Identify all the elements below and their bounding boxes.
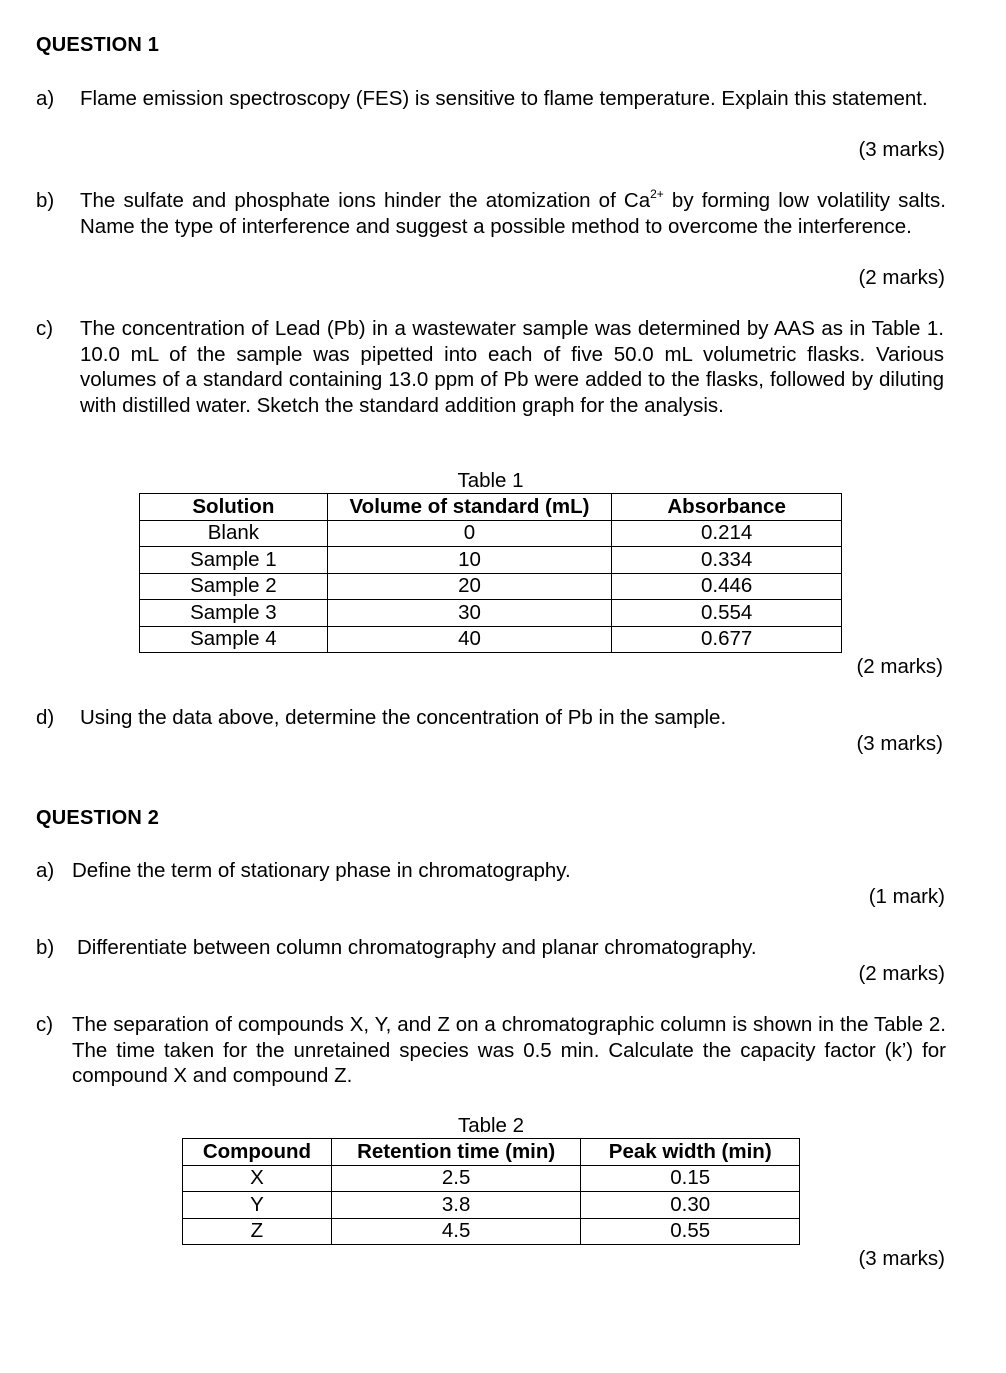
table-row — [140, 573, 842, 600]
q1-c-text: The concentration of Lead (Pb) in a wastewater sample was determined by AAS as in Table 1. 10.0 mL of the sample was pipetted into each of five 50.0 mL volumetric flasks. Various volumes of a standard containing 13.0 ppm of Pb were added to the flasks, followed by diluting with distilled water. Sketch the standard addition graph for the analysis. — [80, 317, 944, 417]
table-cell: 0.15 — [581, 1165, 800, 1192]
q1-d-label: d) — [36, 706, 55, 729]
table-cell: 3.8 — [331, 1192, 581, 1219]
question-1-title: QUESTION 1 — [36, 34, 160, 56]
q2-a-marks: (1 mark) — [868, 885, 945, 908]
table-cell: Y — [183, 1192, 332, 1219]
table-row — [140, 600, 842, 627]
table-1-caption: Table 1 — [457, 469, 524, 492]
table-cell: 0.30 — [581, 1192, 800, 1219]
table-1 — [139, 493, 842, 653]
question-2-title: QUESTION 2 — [36, 807, 160, 829]
table-cell: Sample 4 — [140, 626, 328, 653]
table-cell: X — [183, 1165, 332, 1192]
q2-a-text: Define the term of stationary phase in chromatography. — [72, 859, 571, 882]
table-2-header: Peak width (min) — [581, 1139, 800, 1166]
q2-b-label: b) — [36, 936, 55, 959]
table-1-header: Solution — [140, 494, 328, 521]
q1-b-text: The sulfate and phosphate ions hinder the atomization of $Ca^{2+}$ by forming low volatility salts. Name the type of interference and suggest a possible method to overcome the interference. — [80, 187, 946, 238]
q2-c-marks: (3 marks) — [858, 1247, 945, 1270]
table-row — [140, 547, 842, 574]
q1-c-label: c) — [36, 317, 54, 340]
table-cell: 0.446 — [612, 573, 842, 600]
table-1-header-row — [140, 494, 842, 521]
table-row — [140, 520, 842, 547]
q1-d-text: Using the data above, determine the concentration of Pb in the sample. — [80, 706, 727, 729]
table-1-header: Volume of standard (mL) — [327, 494, 612, 521]
q2-b-marks: (2 marks) — [858, 962, 945, 985]
table-2 — [182, 1138, 800, 1245]
table-cell: 0.214 — [612, 520, 842, 547]
q1-a-text: Flame emission spectroscopy (FES) is sensitive to flame temperature. Explain this statement. — [80, 87, 928, 110]
q2-c-text: The separation of compounds X, Y, and Z on a chromatographic column is shown in the Table 2. The time taken for the unretained species was 0.5 min. Calculate the capacity factor (k’) for compound X and compound Z. — [72, 1013, 946, 1087]
table-2-header-row — [183, 1139, 800, 1166]
table-cell: 4.5 — [331, 1218, 581, 1245]
q1-a-marks: (3 marks) — [858, 138, 945, 161]
table-cell: 20 — [327, 573, 612, 600]
table-cell: 0.677 — [612, 626, 842, 653]
superscript-charge: 2+ — [650, 187, 664, 201]
table-cell: Z — [183, 1218, 332, 1245]
table-cell: Sample 3 — [140, 600, 328, 627]
table-row — [183, 1165, 800, 1192]
table-cell: 0.55 — [581, 1218, 800, 1245]
table-2-caption: Table 2 — [457, 1114, 525, 1137]
table-2-header: Compound — [183, 1139, 332, 1166]
table-cell: 0.334 — [612, 547, 842, 574]
table-cell: Blank — [140, 520, 328, 547]
table-cell: 10 — [327, 547, 612, 574]
table-cell: 30 — [327, 600, 612, 627]
table-cell: 40 — [327, 626, 612, 653]
q1-b-marks: (2 marks) — [858, 266, 945, 289]
table-1-header: Absorbance — [612, 494, 842, 521]
q1-c-marks: (2 marks) — [856, 655, 943, 678]
table-cell: Sample 1 — [140, 547, 328, 574]
q2-b-text: Differentiate between column chromatography and planar chromatography. — [77, 936, 757, 959]
table-cell: Sample 2 — [140, 573, 328, 600]
q2-a-label: a) — [36, 859, 55, 882]
table-cell: 0.554 — [612, 600, 842, 627]
table-2-header: Retention time (min) — [331, 1139, 581, 1166]
table-row — [140, 626, 842, 653]
q1-d-marks: (3 marks) — [856, 732, 943, 755]
table-cell: 2.5 — [331, 1165, 581, 1192]
q1-a-label: a) — [36, 87, 55, 110]
table-row — [183, 1192, 800, 1219]
q1-b-label: b) — [36, 189, 55, 212]
table-cell: 0 — [327, 520, 612, 547]
q2-c-label: c) — [36, 1013, 54, 1036]
table-row — [183, 1218, 800, 1245]
